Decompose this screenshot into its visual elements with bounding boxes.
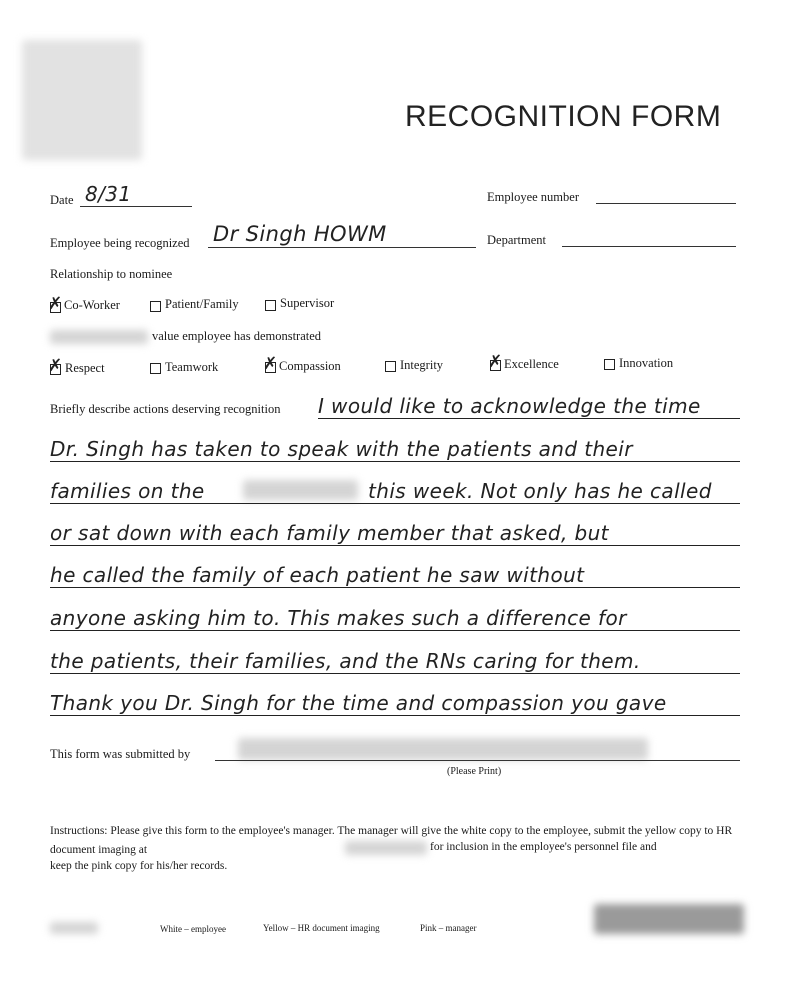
checkbox-teamwork[interactable]: [150, 363, 161, 374]
form-title: RECOGNITION FORM: [405, 100, 722, 133]
description-text: Thank you Dr. Singh for the time and compassion you gave: [50, 691, 667, 715]
copy-pink: Pink – manager: [420, 923, 477, 933]
department-label: Department: [487, 233, 547, 247]
description-text: he called the family of each patient he saw without: [50, 563, 585, 587]
checkbox-patient-family[interactable]: [150, 301, 161, 312]
copy-yellow: Yellow – HR document imaging: [263, 923, 380, 933]
employee-number-label: Employee number: [487, 190, 579, 204]
check-mark-icon: ✗: [48, 356, 63, 376]
redacted-submitter-name: [238, 738, 648, 760]
description-text: I would like to acknowledge the time: [318, 394, 701, 418]
value-integrity-label: Integrity: [400, 358, 444, 372]
instructions-mid: for inclusion in the employee's personnel file and: [430, 841, 657, 853]
description-text: Dr. Singh has taken to speak with the patients and their: [50, 437, 633, 461]
relationship-patient-family-label: Patient/Family: [165, 297, 239, 311]
date-value[interactable]: 8/31: [85, 182, 132, 206]
checkbox-supervisor[interactable]: [265, 300, 276, 311]
relationship-supervisor-label: Supervisor: [280, 296, 335, 310]
description-text: anyone asking him to. This makes such a difference for: [50, 606, 627, 630]
value-excellence-label: Excellence: [504, 357, 559, 371]
description-line-4[interactable]: [50, 520, 740, 546]
describe-label: Briefly describe actions deserving recognition: [50, 402, 281, 416]
instructions-line-1: Instructions: Please give this form to the employee's manager. The manager will give the white copy to the employee, submit the yellow copy to HR document imaging at: [50, 825, 733, 856]
description-line-7[interactable]: [50, 648, 740, 674]
description-text: or sat down with each family member that asked, but: [50, 521, 609, 545]
check-mark-icon: ✗: [48, 294, 63, 314]
relationship-coworker-label: Co-Worker: [64, 298, 120, 312]
checkbox-integrity[interactable]: [385, 361, 396, 372]
copy-white: White – employee: [160, 924, 226, 934]
relationship-label: Relationship to nominee: [50, 267, 173, 281]
description-line-6[interactable]: [50, 605, 740, 631]
redacted-form-code: [50, 922, 98, 934]
check-mark-icon: ✗: [488, 352, 503, 372]
description-line-2[interactable]: [50, 436, 740, 462]
submitted-by-label: This form was submitted by: [50, 747, 191, 761]
employee-number-line: [596, 203, 736, 204]
check-mark-icon: ✗: [263, 354, 278, 374]
employee-recognized-value[interactable]: Dr Singh HOWM: [213, 222, 387, 246]
description-line-8[interactable]: [50, 690, 740, 716]
submitted-by-line[interactable]: [215, 760, 740, 761]
description-line-1[interactable]: [318, 393, 740, 419]
instructions-end: keep the pink copy for his/her records.: [50, 860, 228, 872]
redacted-logo-top: [22, 40, 142, 160]
department-line: [562, 246, 736, 247]
description-text: families on the: [50, 479, 205, 503]
redacted-hospital-name: [50, 330, 148, 344]
employee-recognized-label: Employee being recognized: [50, 236, 190, 250]
value-compassion-label: Compassion: [279, 359, 341, 373]
redacted-logo-bottom: [594, 904, 744, 934]
description-line-3[interactable]: [50, 478, 740, 504]
description-text: this week. Not only has he called: [368, 479, 712, 503]
checkbox-innovation[interactable]: [604, 359, 615, 370]
date-line: [80, 206, 192, 207]
value-respect-label: Respect: [65, 361, 105, 375]
date-label: Date: [50, 193, 74, 207]
value-label: value employee has demonstrated: [152, 329, 322, 343]
value-teamwork-label: Teamwork: [165, 360, 219, 374]
please-print-note: (Please Print): [447, 766, 502, 777]
description-text: the patients, their families, and the RNs caring for them.: [50, 649, 641, 673]
employee-recognized-line: [208, 247, 476, 248]
value-innovation-label: Innovation: [619, 356, 674, 370]
description-line-5[interactable]: [50, 562, 740, 588]
